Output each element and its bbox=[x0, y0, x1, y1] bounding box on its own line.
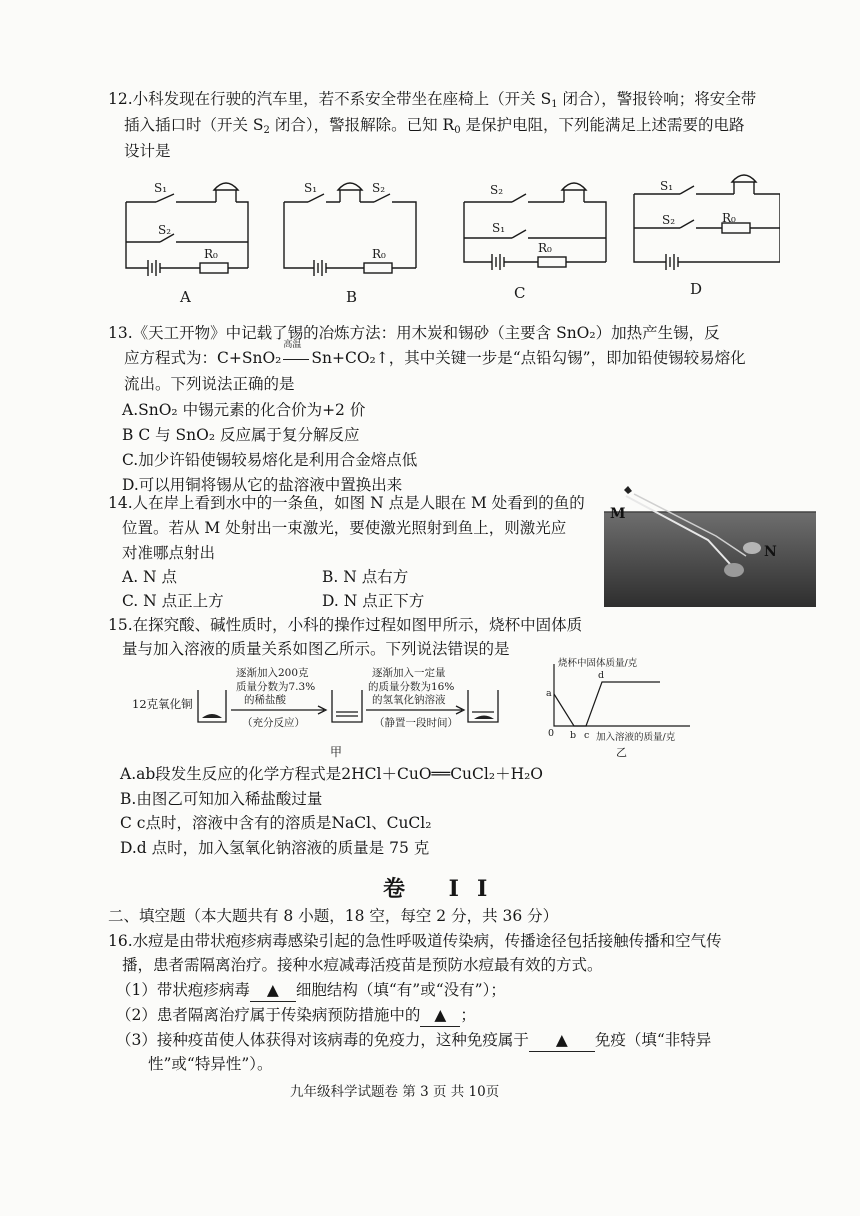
step1-line1: 逐渐加入200克 bbox=[236, 667, 309, 679]
circuit-c-s1: S₁ bbox=[492, 221, 506, 235]
section-heading: 二、填空题（本大题共有 8 小题，18 空，每空 2 分，共 36 分） bbox=[108, 907, 559, 925]
q12-line3: 设计是 bbox=[124, 142, 171, 160]
q13-line2: 应方程式为：C+SnO₂ 高温 Sn+CO₂↑，其中关键一步是“点铅勾锡”，即加铅使锡较易熔化 bbox=[124, 347, 746, 369]
label-m: M bbox=[610, 506, 626, 522]
q15-line1: 15.在探究酸、碱性质时，小科的操作过程如图甲所示，烧杯中固体质 bbox=[108, 616, 583, 634]
circuit-d-letter: D bbox=[690, 280, 703, 298]
label-n: N bbox=[764, 544, 777, 560]
q16-blank3[interactable]: ▲ bbox=[529, 1029, 595, 1052]
q13-option-d: D.可以用铜将锡从它的盐溶液中置换出来 bbox=[122, 476, 403, 494]
circuit-d bbox=[634, 175, 780, 270]
q15-line2: 量与加入溶液的质量关系如图乙所示。下列说法错误的是 bbox=[122, 640, 510, 658]
circuit-a-letter: A bbox=[180, 288, 191, 306]
q14-line1: 14.人在岸上看到水中的一条鱼，如图 N 点是人眼在 M 处看到的鱼的 bbox=[108, 494, 585, 512]
q14-option-c: C. N 点正上方 bbox=[122, 592, 224, 610]
q13-option-b: B C 与 SnO₂ 反应属于复分解反应 bbox=[122, 426, 360, 444]
q14-line3: 对准哪点射出 bbox=[122, 544, 216, 562]
q13-option-a: A.SnO₂ 中锡元素的化合价为+2 价 bbox=[122, 401, 366, 419]
fig-jia-label: 甲 bbox=[330, 745, 343, 759]
q14-option-d: D. N 点正下方 bbox=[322, 592, 425, 610]
point-d: d bbox=[598, 670, 605, 681]
circuit-a-s1: S₁ bbox=[154, 181, 168, 195]
q15-graph-yi bbox=[540, 654, 700, 784]
fig-yi-label: 乙 bbox=[616, 746, 627, 759]
circuit-a-s2: S₂ bbox=[158, 223, 172, 237]
q15-figure-jia bbox=[128, 660, 508, 760]
q12-line2: 插入插口时（开关 $S_2$ 闭合），警报解除。已知 $R_0$ 是保护电阻，下列能满足上述需要的电路 bbox=[124, 116, 745, 136]
q12-line1: 12.小科发现在行驶的汽车里，若不系安全带坐在座椅上（开关 $S_1$ 闭合），警报铃响；将安全带 bbox=[108, 90, 757, 110]
step2-line1: 逐渐加入一定量 bbox=[372, 667, 446, 679]
graph-origin: 0 bbox=[548, 728, 555, 739]
q16-line1: 16.水痘是由带状疱疹病毒感染引起的急性呼吸道传染病，传播途径包括接触传播和空气传 bbox=[108, 932, 722, 950]
circuit-c-letter: C bbox=[514, 284, 526, 302]
graph-xlabel: 加入溶液的质量/克 bbox=[596, 732, 676, 743]
circuit-b-r0: R₀ bbox=[372, 247, 386, 261]
step2-line2: 的质量分数为16% bbox=[368, 681, 455, 693]
step1-line2: 质量分数为7.3% bbox=[236, 681, 316, 693]
q14-water-photo bbox=[604, 482, 816, 607]
q13-line3: 流出。下列说法正确的是 bbox=[124, 375, 295, 393]
circuit-c bbox=[464, 183, 606, 270]
circuit-a-r0: R₀ bbox=[204, 247, 218, 261]
circuit-d-r0: R₀ bbox=[722, 211, 736, 225]
q15-option-a: A.ab段发生反应的化学方程式是2HCl＋CuO══CuCl₂＋H₂O bbox=[120, 765, 544, 783]
circuit-b-s1: S₁ bbox=[304, 181, 318, 195]
point-a: a bbox=[546, 688, 552, 699]
circuit-c-s2: S₂ bbox=[490, 183, 504, 197]
page-footer: 九年级科学试题卷 第 3 页 共 10页 bbox=[290, 1084, 500, 1100]
circuit-d-s2: S₂ bbox=[662, 213, 676, 227]
section-title: 卷 II bbox=[383, 876, 506, 902]
q13-line1: 13.《天工开物》中记载了锡的冶炼方法：用木炭和锡砂（主要含 SnO₂）加热产生锡，反 bbox=[108, 324, 720, 342]
step2-line3: 的氢氧化钠溶液 bbox=[372, 694, 446, 706]
fish-image-shape bbox=[743, 542, 761, 554]
point-b: b bbox=[570, 730, 577, 741]
q14-line2: 位置。若从 M 处射出一束激光，要使激光照射到鱼上，则激光应 bbox=[122, 519, 567, 537]
circuit-c-r0: R₀ bbox=[538, 241, 552, 255]
q13-condition: 高温 bbox=[283, 340, 302, 350]
q12-circuits bbox=[110, 168, 780, 308]
graph-ylabel: 烧杯中固体质量/克 bbox=[558, 658, 638, 669]
q16-blank1[interactable]: ▲ bbox=[250, 979, 296, 1002]
q16-part2: （2）患者隔离治疗属于传染病预防措施中的 ▲ ； bbox=[116, 1004, 476, 1027]
q15-option-c: C c点时，溶液中含有的溶质是NaCl、CuCl₂ bbox=[120, 814, 432, 832]
circuit-b-letter: B bbox=[346, 288, 358, 306]
q13-option-c: C.加少许铅使锡较易熔化是利用合金熔点低 bbox=[122, 451, 418, 469]
q16-part3: （3）接种疫苗使人体获得对该病毒的免疫力，这种免疫属于 ▲ 免疫（填“非特异 bbox=[116, 1029, 711, 1052]
step1-below: （充分反应） bbox=[242, 717, 305, 729]
circuit-d-s1: S₁ bbox=[660, 179, 674, 193]
circuit-a bbox=[126, 183, 248, 276]
circuit-b-s2: S₂ bbox=[372, 181, 386, 195]
point-c: c bbox=[584, 730, 590, 741]
q16-line2: 播，患者需隔离治疗。接种水痘减毒活疫苗是预防水痘最有效的方式。 bbox=[122, 956, 603, 974]
step2-below: （静置一段时间） bbox=[374, 717, 458, 729]
graph-axes bbox=[554, 664, 690, 726]
fish-shape bbox=[724, 563, 744, 577]
q16-part1: （1）带状疱疹病毒 ▲ 细胞结构（填“有”或“没有”）； bbox=[116, 979, 506, 1002]
circuit-b bbox=[284, 183, 416, 276]
step1-line3: 的稀盐酸 bbox=[244, 694, 286, 706]
q14-option-b: B. N 点右方 bbox=[322, 568, 409, 586]
q14-option-a: A. N 点 bbox=[122, 568, 178, 586]
q15-option-b: B.由图乙可知加入稀盐酸过量 bbox=[120, 790, 323, 808]
q16-blank2[interactable]: ▲ bbox=[420, 1004, 460, 1027]
start-label: 12克氧化铜 bbox=[132, 697, 193, 711]
graph-line bbox=[554, 682, 660, 726]
beaker-2 bbox=[332, 690, 362, 722]
q16-part3-cont: 性”或“特异性”）。 bbox=[148, 1055, 273, 1073]
q15-option-d: D.d 点时，加入氢氧化钠溶液的质量是 75 克 bbox=[120, 839, 430, 857]
